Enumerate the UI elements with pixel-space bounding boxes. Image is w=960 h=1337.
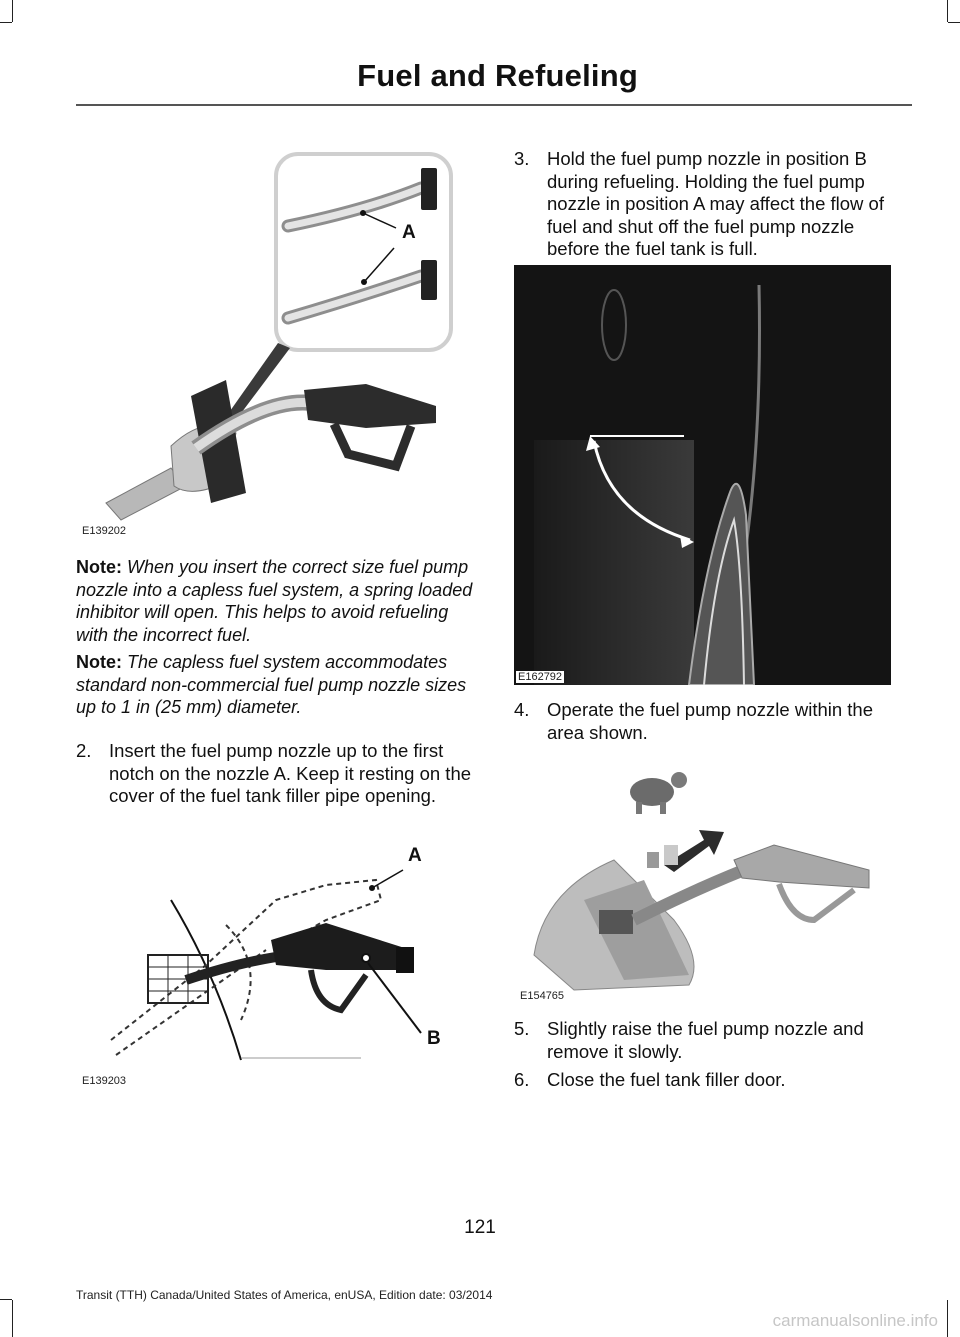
- crop-mark: [0, 22, 12, 23]
- note-inhibitor: [76, 556, 481, 646]
- page-number: 121: [464, 1217, 496, 1238]
- nozzle-notch-illustration: [76, 148, 476, 540]
- step-text: Hold the fuel pump nozzle in position B during refueling. Holding the fuel pump nozzle in position A may affect the flow of fuel and shut off the fuel pump nozzle before the fuel tank is full.: [547, 148, 884, 259]
- figure-nozzle-angle: [514, 265, 891, 685]
- step-number: 3.: [514, 148, 530, 169]
- footer-edition: Transit (TTH) Canada/United States of America, enUSA, Edition date: 03/2014: [76, 1288, 493, 1302]
- step-text: Close the fuel tank filler door.: [547, 1069, 786, 1090]
- step-6: [514, 1069, 914, 1093]
- note-label: Note:: [76, 557, 122, 577]
- note-text: When you insert the correct size fuel pump nozzle into a capless fuel system, a spring loaded inhibitor will open. This helps to avoid refueling with the incorrect fuel.: [76, 557, 473, 645]
- nozzle-angle-illustration: [514, 265, 891, 685]
- figure-nozzle-notch: [76, 148, 476, 540]
- step-4: [514, 699, 914, 747]
- callout-a: A: [402, 222, 416, 243]
- crop-mark: [948, 22, 960, 23]
- step-2: [76, 740, 481, 832]
- step-number: 5.: [514, 1018, 530, 1039]
- step-text: Operate the fuel pump nozzle within the area shown.: [547, 699, 873, 743]
- step-5: [514, 1018, 914, 1066]
- step-3: [514, 148, 914, 263]
- nozzle-positions-illustration: [76, 845, 476, 1090]
- figure-code: E139202: [82, 525, 127, 537]
- page-title: Fuel and Refueling: [357, 58, 638, 93]
- title-divider: [76, 104, 912, 106]
- figure-operating-area: [514, 760, 894, 1005]
- note-label: Note:: [76, 652, 122, 672]
- crop-mark: [947, 1300, 948, 1337]
- step-text: Insert the fuel pump nozzle up to the first notch on the nozzle A. Keep it resting on the cover of the fuel tank filler pipe opening.: [109, 740, 472, 806]
- step-number: 2.: [76, 740, 92, 761]
- crop-mark: [12, 0, 13, 22]
- crop-mark: [947, 0, 948, 22]
- step-number: 6.: [514, 1069, 530, 1090]
- callout-b: B: [427, 1028, 441, 1049]
- note-nozzle-size: [76, 651, 481, 719]
- figure-code: E162792: [518, 671, 563, 683]
- watermark: carmanualsonline.info: [772, 1311, 938, 1330]
- figure-code: E139203: [82, 1075, 127, 1087]
- crop-mark: [12, 1300, 13, 1337]
- operating-area-illustration: [514, 760, 894, 1005]
- note-text: The capless fuel system accommodates standard non-commercial fuel pump nozzle sizes up to 1 in (25 mm) diameter.: [76, 652, 467, 717]
- figure-code: E154765: [520, 990, 565, 1002]
- figure-nozzle-positions: [76, 845, 476, 1090]
- step-number: 4.: [514, 699, 530, 720]
- callout-a: A: [408, 845, 422, 866]
- crop-mark: [0, 1299, 12, 1300]
- step-text: Slightly raise the fuel pump nozzle and remove it slowly.: [547, 1018, 864, 1062]
